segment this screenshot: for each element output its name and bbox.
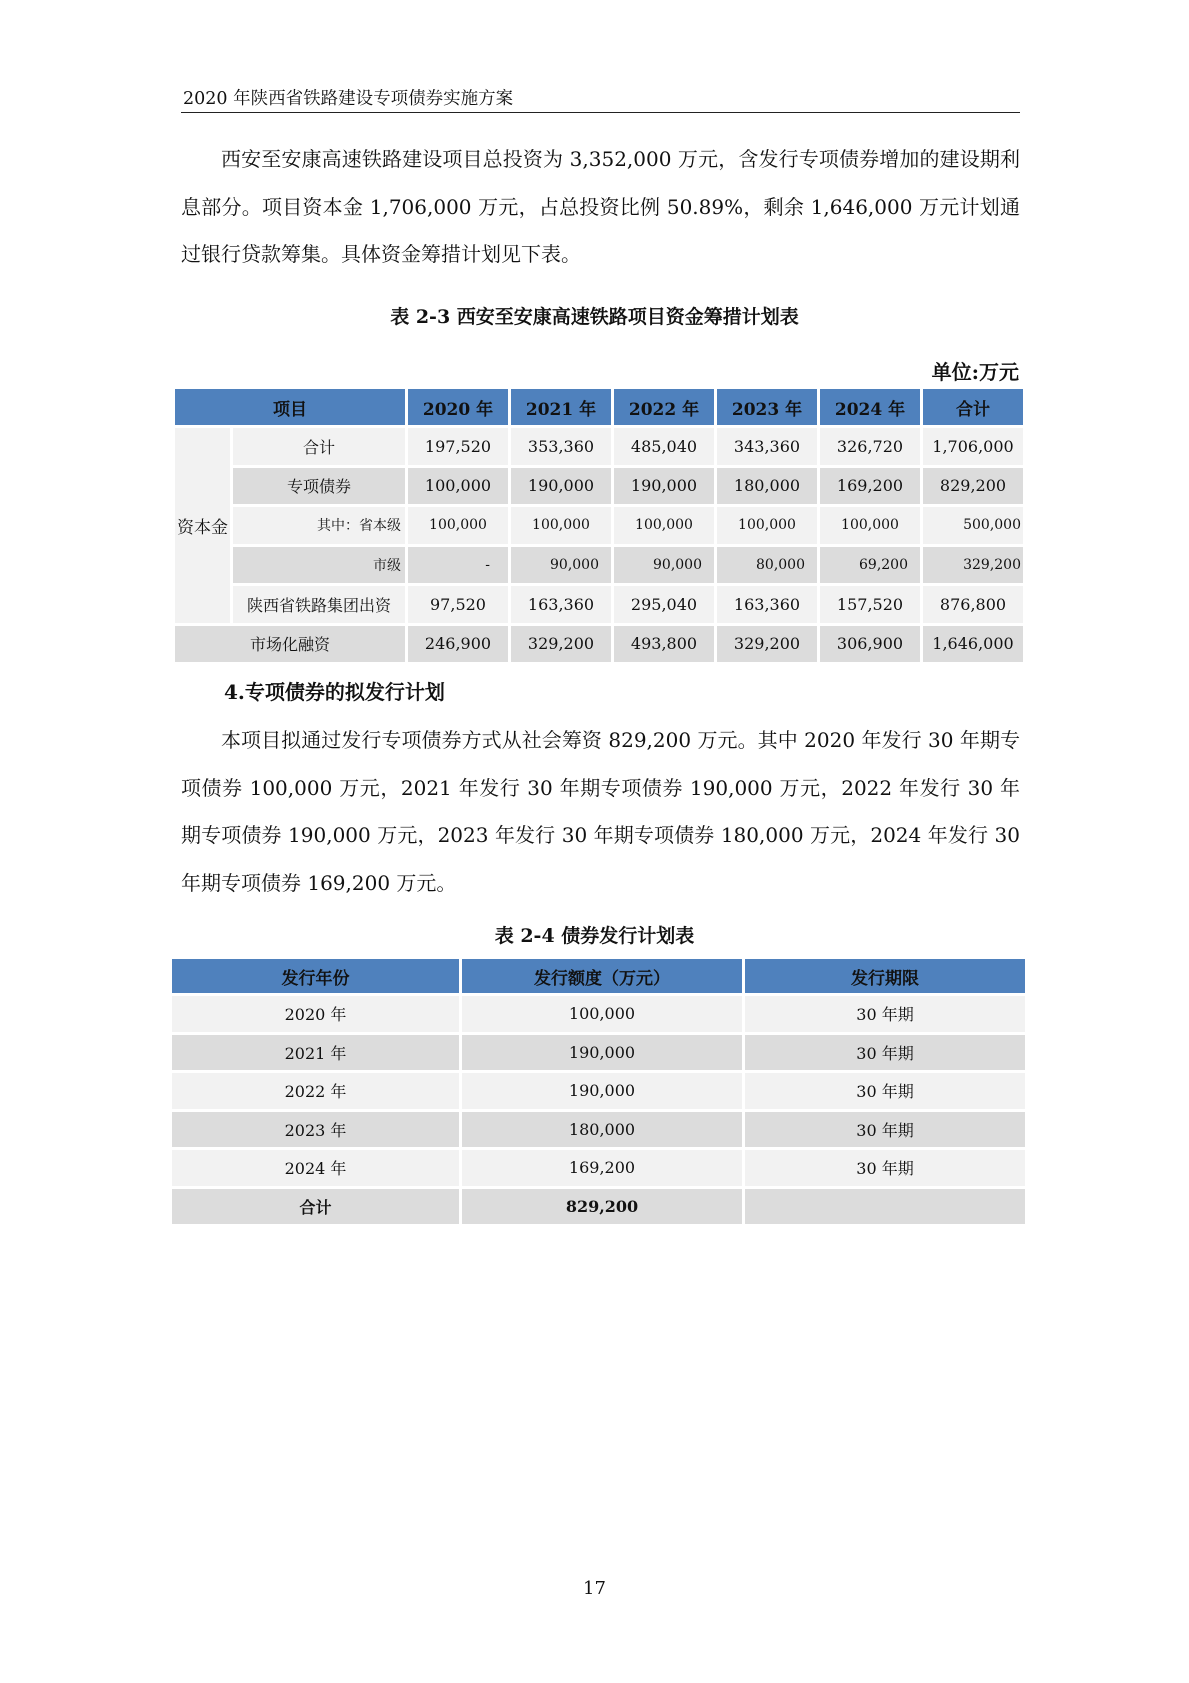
table-cell: 326,720 (820, 428, 920, 465)
table-row (175, 428, 1023, 465)
table-cell: 329,200 (511, 626, 611, 663)
header-cell: 合计 (923, 389, 1023, 425)
table-cell: 157,520 (820, 586, 920, 623)
table-cell: 190,000 (462, 1035, 742, 1071)
table-cell: 163,360 (511, 586, 611, 623)
header-cell: 2020 年 (408, 389, 508, 425)
table-cell: 876,800 (923, 586, 1023, 623)
header-cell: 发行额度（万元） (462, 959, 742, 993)
table-row (172, 1150, 1025, 1186)
table-row (172, 1073, 1025, 1109)
table-cell: 246,900 (408, 626, 508, 663)
table-header-row (172, 959, 1025, 993)
table-row (172, 1035, 1025, 1071)
table-cell: 合计 (172, 1189, 459, 1225)
bond-issuance-table (169, 956, 1028, 1227)
table-cell: 100,000 (717, 507, 817, 544)
row-label: 市级 (233, 547, 405, 584)
table-cell: 100,000 (408, 468, 508, 505)
table-cell: 190,000 (511, 468, 611, 505)
table-row (175, 468, 1023, 505)
table-cell: 30 年期 (745, 1112, 1025, 1148)
page-header (181, 82, 1020, 113)
section-paragraph: 本项目拟通过发行专项债券方式从社会筹资 829,200 万元。其中 2020 年发行 30 年期专项债券 100,000 万元，2021 年发行 30 年期专项债券 190,000 万元，2022 年发行 30 年期专项债券 190,000 万元，2023 年发行 30 年期专项债券 180,000 万元，2024 年发行 30 年期专项债券 169,200 万元。 (181, 728, 1020, 895)
table-cell: 829,200 (462, 1189, 742, 1225)
table-cell: 180,000 (462, 1112, 742, 1148)
table-row (175, 586, 1023, 623)
table-cell (745, 1189, 1025, 1225)
table-cell: 100,000 (408, 507, 508, 544)
group-label-cell: 资本金 (175, 428, 230, 623)
page-number: 17 (583, 1578, 606, 1599)
table-cell: 90,000 (614, 547, 714, 584)
table-cell: 329,200 (717, 626, 817, 663)
table-cell: 2024 年 (172, 1150, 459, 1186)
table-cell: 2020 年 (172, 996, 459, 1032)
table-row (175, 626, 1023, 663)
table-cell: 485,040 (614, 428, 714, 465)
table-cell: 100,000 (462, 996, 742, 1032)
table-cell: 169,200 (462, 1150, 742, 1186)
row-label: 市场化融资 (175, 626, 405, 663)
table-cell: 2023 年 (172, 1112, 459, 1148)
table-cell: 169,200 (820, 468, 920, 505)
table-row (172, 1112, 1025, 1148)
table-cell: 97,520 (408, 586, 508, 623)
header-cell: 项目 (175, 389, 405, 425)
table-cell: 329,200 (923, 547, 1023, 584)
table-cell: 100,000 (614, 507, 714, 544)
table-cell: 1,706,000 (923, 428, 1023, 465)
table-cell: 69,200 (820, 547, 920, 584)
table-cell: 295,040 (614, 586, 714, 623)
funding-plan-table (172, 386, 1026, 665)
intro-paragraph: 西安至安康高速铁路建设项目总投资为 3,352,000 万元，含发行专项债券增加的建设期利息部分。项目资本金 1,706,000 万元，占总投资比例 50.89%，剩余 1,646,000 万元计划通过银行贷款筹集。具体资金筹措计划见下表。 (181, 147, 1020, 266)
header-cell: 2022 年 (614, 389, 714, 425)
row-label: 其中：省本级 (233, 507, 405, 544)
header-cell: 2024 年 (820, 389, 920, 425)
header-cell: 发行期限 (745, 959, 1025, 993)
table-cell: 30 年期 (745, 1150, 1025, 1186)
table-2-3-caption: 表 2-3 西安至安康高速铁路项目资金筹措计划表 (390, 306, 799, 328)
table-cell: 180,000 (717, 468, 817, 505)
table-cell: 353,360 (511, 428, 611, 465)
header-cell: 2021 年 (511, 389, 611, 425)
header-cell: 2023 年 (717, 389, 817, 425)
table-cell: 306,900 (820, 626, 920, 663)
section-heading: 4.专项债券的拟发行计划 (224, 680, 445, 704)
table-cell: 163,360 (717, 586, 817, 623)
table-cell: 829,200 (923, 468, 1023, 505)
table-row (175, 547, 1023, 584)
table-header-row (175, 389, 1023, 425)
header-cell: 发行年份 (172, 959, 459, 993)
table-cell: 2022 年 (172, 1073, 459, 1109)
row-label: 合计 (233, 428, 405, 465)
table-cell: - (408, 547, 508, 584)
table-cell: 100,000 (511, 507, 611, 544)
table-cell: 190,000 (614, 468, 714, 505)
header-title: 2020 年陕西省铁路建设专项债券实施方案 (183, 89, 514, 109)
table-cell: 100,000 (820, 507, 920, 544)
table-cell: 500,000 (923, 507, 1023, 544)
table-2-4-caption: 表 2-4 债券发行计划表 (494, 925, 695, 947)
row-label: 陕西省铁路集团出资 (233, 586, 405, 623)
table-cell: 493,800 (614, 626, 714, 663)
table-cell: 30 年期 (745, 1073, 1025, 1109)
table-cell: 2021 年 (172, 1035, 459, 1071)
table-cell: 1,646,000 (923, 626, 1023, 663)
row-label: 专项债券 (233, 468, 405, 505)
table-cell: 80,000 (717, 547, 817, 584)
table-cell: 30 年期 (745, 996, 1025, 1032)
table-row (172, 996, 1025, 1032)
table-cell: 197,520 (408, 428, 508, 465)
table-cell: 90,000 (511, 547, 611, 584)
total-row (172, 1189, 1025, 1225)
unit-label: 单位:万元 (931, 360, 1019, 384)
table-cell: 190,000 (462, 1073, 742, 1109)
table-row (175, 507, 1023, 544)
table-cell: 343,360 (717, 428, 817, 465)
table-cell: 30 年期 (745, 1035, 1025, 1071)
